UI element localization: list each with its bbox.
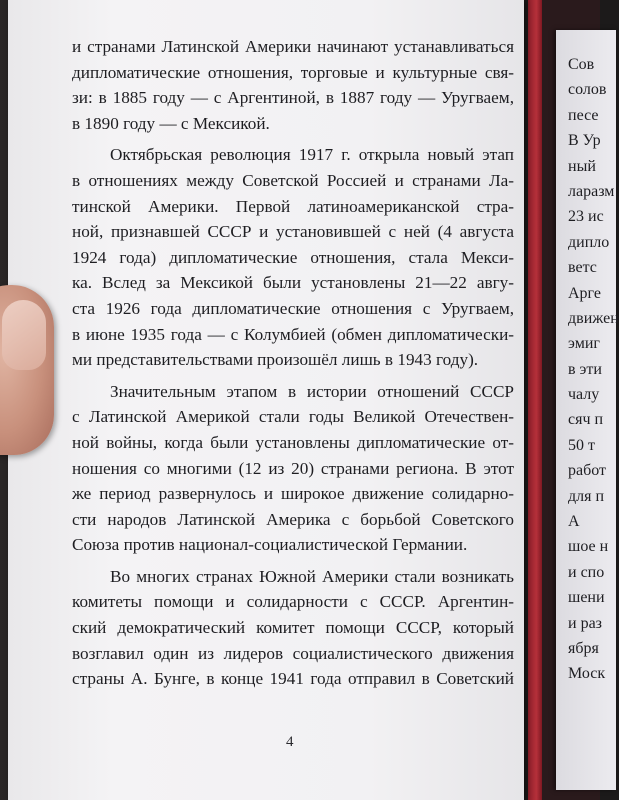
side-text-fragment: солов bbox=[568, 81, 607, 99]
side-text-fragment: шое н bbox=[568, 538, 609, 556]
text-line: ной, признавшей СССР и установившей с ней (4 августа bbox=[72, 222, 514, 242]
text-line: ста 1926 года дипломатические отношения с Уругваем, bbox=[72, 298, 514, 318]
text-line: ми представительствами произошёл лишь в 1943 году). bbox=[72, 350, 479, 370]
side-text-fragment: шени bbox=[568, 589, 605, 607]
text-line: комитеты помощи и солидарности с СССР. Аргентин- bbox=[72, 592, 514, 612]
text-line: Октябрьская революция 1917 г. открыла новый этап bbox=[110, 145, 514, 165]
text-line: ношения со многими (12 из 20) странами региона. В этот bbox=[72, 458, 514, 478]
side-text-fragment: чалу bbox=[568, 386, 600, 404]
side-text-fragment: для п bbox=[568, 487, 605, 505]
text-line: с Латинской Америкой стали годы Великой Отечествен- bbox=[72, 407, 514, 427]
text-line: Значительным этапом в истории отношений СССР bbox=[110, 381, 514, 401]
side-text-fragment: дипло bbox=[568, 233, 610, 251]
side-text-fragment: и раз bbox=[568, 614, 602, 632]
text-line: в 1890 году — с Мексикой. bbox=[72, 113, 270, 133]
side-text-fragment: ларазм bbox=[568, 182, 615, 200]
side-text-fragment: песе bbox=[568, 106, 599, 124]
side-text-fragment: движен bbox=[568, 309, 619, 327]
side-text-fragment: ный bbox=[568, 157, 596, 175]
side-text-fragment: Моск bbox=[568, 665, 606, 683]
text-line: же период развернулось и широкое движение солидарно- bbox=[72, 484, 514, 504]
text-line: страны А. Бунге, в конце 1941 года отправил в Советский bbox=[72, 669, 514, 689]
text-line: в отношениях между Советской Россией и странами Ла- bbox=[72, 170, 514, 190]
side-text-fragment: ября bbox=[568, 639, 599, 657]
side-text-fragment: Арге bbox=[568, 284, 602, 302]
side-text-fragment: Сов bbox=[568, 56, 595, 73]
text-line: в июне 1935 года — с Колумбией (обмен дипломатически- bbox=[72, 324, 514, 344]
side-text-fragment: и спо bbox=[568, 563, 605, 581]
side-text-fragment: ветс bbox=[568, 259, 597, 277]
side-text-fragment: В Ур bbox=[568, 132, 601, 150]
side-text-fragment: 23 ис bbox=[568, 208, 604, 226]
text-line: Союза против национал-социалистической Германии. bbox=[72, 535, 468, 555]
text-line: ной войны, когда были установлены дипломатические от- bbox=[72, 432, 514, 452]
text-line: ский демократический комитет помощи СССР, который bbox=[72, 618, 514, 638]
thumb-nail bbox=[2, 300, 46, 370]
side-text-fragment: работ bbox=[568, 462, 607, 480]
neighbor-book-text bbox=[568, 52, 619, 687]
side-text-fragment: А bbox=[568, 513, 580, 531]
text-line: зи: в 1885 году — с Аргентиной, в 1887 году — Уругваем, bbox=[72, 88, 514, 108]
text-line: Во многих странах Южной Америки стали возникать bbox=[110, 566, 514, 586]
text-line: тинской Америки. Первой латиноамериканской стра- bbox=[72, 196, 514, 216]
side-text-fragment: 50 т bbox=[568, 436, 595, 454]
side-text-fragment: эмиг bbox=[568, 335, 600, 353]
text-line: 1924 года) дипломатические отношения, стала Мекси- bbox=[72, 247, 514, 267]
page-number: 4 bbox=[286, 734, 294, 750]
side-text-fragment: в эти bbox=[568, 360, 602, 378]
text-line: ка. Вслед за Мексикой были установлены 21—22 авгу- bbox=[72, 273, 514, 293]
text-line: и странами Латинской Америки начинают устанавливаться bbox=[72, 37, 514, 56]
text-line: дипломатические отношения, торговые и культурные свя- bbox=[72, 62, 514, 82]
page-body-text bbox=[72, 34, 514, 692]
neighbor-book-red-edge bbox=[528, 0, 542, 800]
text-line: сти народов Латинской Америка с борьбой Советского bbox=[72, 509, 514, 529]
text-line: возглавил один из лидеров социалистического движения bbox=[72, 643, 514, 663]
side-text-fragment: сяч п bbox=[568, 411, 604, 429]
book-page bbox=[8, 0, 524, 800]
